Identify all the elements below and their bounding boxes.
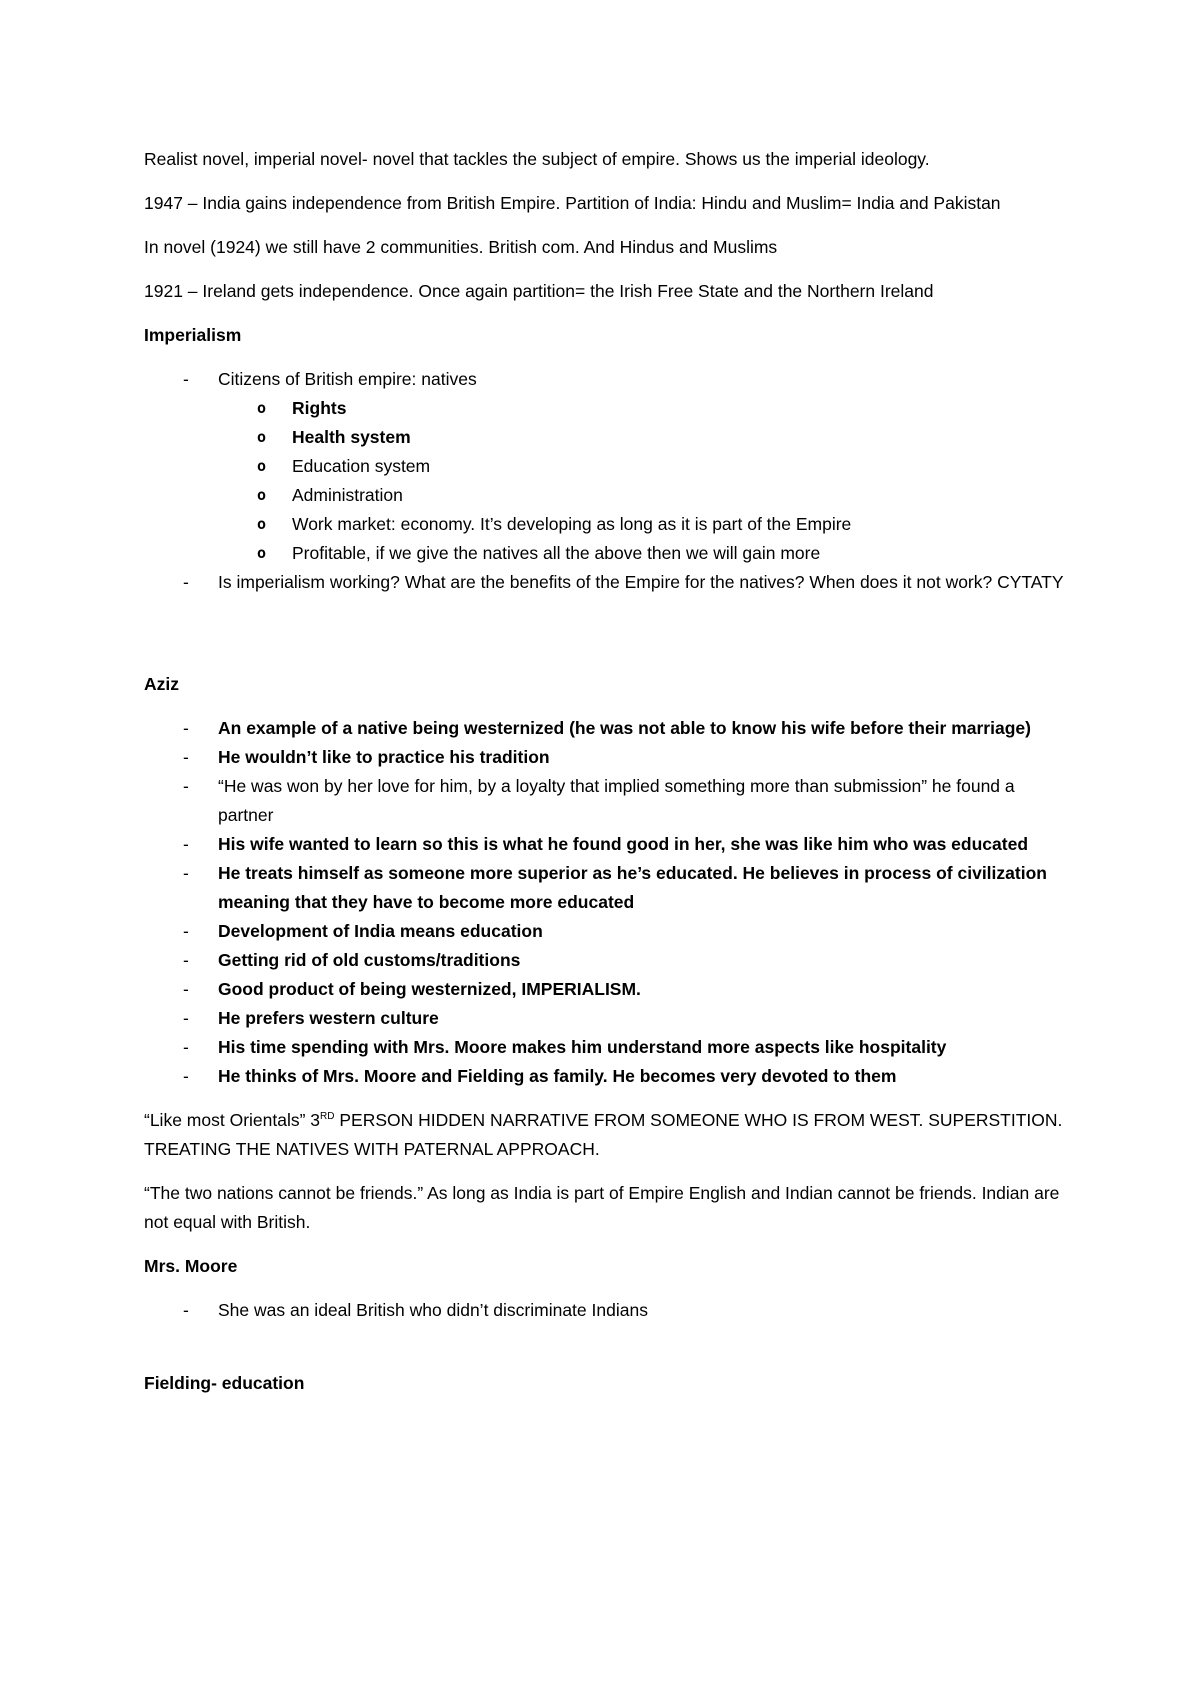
list-item-text: He prefers western culture xyxy=(218,1008,439,1028)
list-item-text: Citizens of British empire: natives xyxy=(218,369,477,389)
list-item-text: His wife wanted to learn so this is what he found good in her, she was like him who was educated xyxy=(218,834,1029,854)
imperialism-sublist xyxy=(218,394,1074,568)
list-item xyxy=(144,714,1074,743)
dash-marker: - xyxy=(183,747,189,767)
list-item xyxy=(144,975,1074,1004)
list-item xyxy=(144,568,1074,597)
list-item xyxy=(144,743,1074,772)
circle-bullet-icon: o xyxy=(257,486,267,504)
list-item-text: He treats himself as someone more superior as he’s educated. He believes in process of civilization meaning that they have to become more educated xyxy=(218,863,1047,912)
document-page xyxy=(144,145,1074,1413)
sub-list-item xyxy=(218,452,1074,481)
list-item-text: “He was won by her love for him, by a loyalty that implied something more than submission” he found a partner xyxy=(218,776,1015,825)
aziz-heading: Aziz xyxy=(144,674,179,694)
intro-paragraph: Realist novel, imperial novel- novel that tackles the subject of empire. Shows us the imperial ideology. xyxy=(144,149,930,169)
list-item-text: His time spending with Mrs. Moore makes him understand more aspects like hospitality xyxy=(218,1037,947,1057)
ordinal-superscript: RD xyxy=(320,1111,335,1123)
list-item-text: An example of a native being westernized (he was not able to know his wife before their marriage) xyxy=(218,718,1031,738)
dash-marker: - xyxy=(183,1008,189,1028)
list-item-text: Development of India means education xyxy=(218,921,543,941)
circle-bullet-icon: o xyxy=(257,544,267,562)
ireland-independence-paragraph: 1921 – Ireland gets independence. Once again partition= the Irish Free State and the Northern Ireland xyxy=(144,281,934,301)
dash-marker: - xyxy=(183,863,189,883)
list-item-text: He thinks of Mrs. Moore and Fielding as family. He becomes very devoted to them xyxy=(218,1066,897,1086)
circle-bullet-icon: o xyxy=(257,457,267,475)
list-item xyxy=(144,946,1074,975)
circle-bullet-icon: o xyxy=(257,515,267,533)
two-nations-paragraph: “The two nations cannot be friends.” As long as India is part of Empire English and Indian cannot be friends. Indian are not equal with British. xyxy=(144,1183,1060,1232)
sub-list-item xyxy=(218,510,1074,539)
list-item xyxy=(144,830,1074,859)
list-item-text: She was an ideal British who didn’t discriminate Indians xyxy=(218,1300,648,1320)
sub-list-item-text: Administration xyxy=(292,485,403,505)
list-item xyxy=(144,1296,1074,1325)
dash-marker: - xyxy=(183,776,189,796)
orientals-text-part2: PERSON HIDDEN NARRATIVE FROM SOMEONE WHO IS FROM WEST. SUPERSTITION. TREATING THE NATIVES WITH PATERNAL APPROACH. xyxy=(144,1110,1063,1159)
circle-bullet-icon: o xyxy=(257,428,267,446)
imperialism-list xyxy=(144,365,1074,597)
mrs-moore-list xyxy=(144,1296,1074,1325)
sub-list-item-text: Health system xyxy=(292,427,411,447)
dash-marker: - xyxy=(183,1066,189,1086)
dash-marker: - xyxy=(183,718,189,738)
list-item xyxy=(144,365,1074,568)
blank-line xyxy=(144,641,1074,670)
dash-marker: - xyxy=(183,979,189,999)
orientals-paragraph xyxy=(144,1106,1074,1164)
dash-marker: - xyxy=(183,921,189,941)
sub-list-item-text: Work market: economy. It’s developing as long as it is part of the Empire xyxy=(292,514,852,534)
aziz-list xyxy=(144,714,1074,1091)
imperialism-heading: Imperialism xyxy=(144,325,242,345)
sub-list-item-text: Profitable, if we give the natives all the above then we will gain more xyxy=(292,543,821,563)
dash-marker: - xyxy=(183,834,189,854)
dash-marker: - xyxy=(183,572,189,592)
sub-list-item-text: Rights xyxy=(292,398,347,418)
sub-list-item xyxy=(218,423,1074,452)
orientals-text-part1: “Like most Orientals” 3 xyxy=(144,1110,321,1130)
dash-marker: - xyxy=(183,1300,189,1320)
list-item xyxy=(144,917,1074,946)
novel-communities-paragraph: In novel (1924) we still have 2 communities. British com. And Hindus and Muslims xyxy=(144,237,778,257)
list-item-text: Is imperialism working? What are the benefits of the Empire for the natives? When does it not work? CYTATY xyxy=(218,572,1064,592)
sub-list-item xyxy=(218,394,1074,423)
sub-list-item xyxy=(218,539,1074,568)
list-item-text: Good product of being westernized, IMPERIALISM. xyxy=(218,979,641,999)
list-item xyxy=(144,1004,1074,1033)
list-item xyxy=(144,1033,1074,1062)
list-item xyxy=(144,1062,1074,1091)
list-item xyxy=(144,859,1074,917)
dash-marker: - xyxy=(183,1037,189,1057)
blank-line xyxy=(144,612,1074,641)
dash-marker: - xyxy=(183,950,189,970)
mrs-moore-heading: Mrs. Moore xyxy=(144,1256,238,1276)
blank-line xyxy=(144,1340,1074,1369)
list-item xyxy=(144,772,1074,830)
list-item-text: Getting rid of old customs/traditions xyxy=(218,950,521,970)
sub-list-item xyxy=(218,481,1074,510)
circle-bullet-icon: o xyxy=(257,399,267,417)
dash-marker: - xyxy=(183,369,189,389)
list-item-text: He wouldn’t like to practice his tradition xyxy=(218,747,550,767)
fielding-heading: Fielding- education xyxy=(144,1373,305,1393)
india-independence-paragraph: 1947 – India gains independence from British Empire. Partition of India: Hindu and Muslim= India and Pakistan xyxy=(144,193,1001,213)
sub-list-item-text: Education system xyxy=(292,456,431,476)
